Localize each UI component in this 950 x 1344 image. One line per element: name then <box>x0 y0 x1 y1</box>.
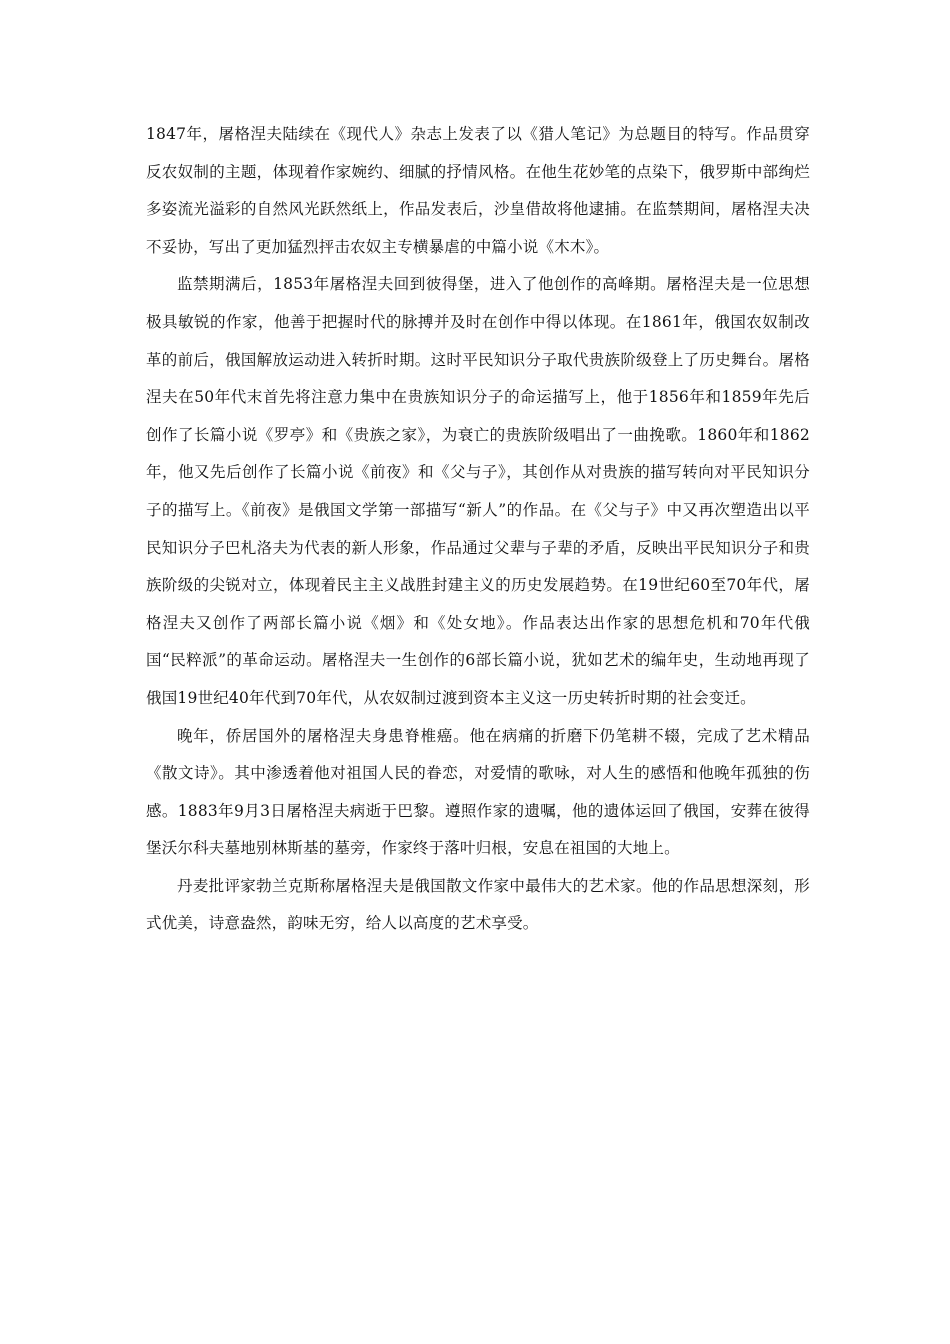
paragraph-1: 1847年，屠格涅夫陆续在《现代人》杂志上发表了以《猎人笔记》为总题目的特写。作品贯穿反农奴制的主题，体现着作家婉约、细腻的抒情风格。在他生花妙笔的点染下，俄罗斯中部绚烂多姿流光溢彩的自然风光跃然纸上，作品发表后，沙皇借故将他逮捕。在监禁期间，屠格涅夫决不妥协，写出了更加猛烈抨击农奴主专横暴虐的中篇小说《木木》。 <box>146 125 810 256</box>
paragraph-2: 监禁期满后，1853年屠格涅夫回到彼得堡，进入了他创作的高峰期。屠格涅夫是一位思想极具敏锐的作家，他善于把握时代的脉搏并及时在创作中得以体现。在1861年，俄国农奴制改革的前后，俄国解放运动进入转折时期。这时平民知识分子取代贵族阶级登上了历史舞台。屠格涅夫在50年代末首先将注意力集中在贵族知识分子的命运描写上，他于1856年和1859年先后创作了长篇小说《罗亭》和《贵族之家》，为衰亡的贵族阶级唱出了一曲挽歌。1860年和1862年，他又先后创作了长篇小说《前夜》和《父与子》，其创作从对贵族的描写转向对平民知识分子的描写上。《前夜》是俄国文学第一部描写“新人”的作品。在《父与子》中又再次塑造出以平民知识分子巴札洛夫为代表的新人形象，作品通过父辈与子辈的矛盾，反映出平民知识分子和贵族阶级的尖锐对立，体现着民主主义战胜封建主义的历史发展趋势。在19世纪60至70年代，屠格涅夫又创作了两部长篇小说《烟》和《处女地》。作品表达出作家的思想危机和70年代俄国“民粹派”的革命运动。屠格涅夫一生创作的6部长篇小说，犹如艺术的编年史，生动地再现了俄国19世纪40年代到70年代，从农奴制过渡到资本主义这一历史转折时期的社会变迁。 <box>146 275 810 707</box>
paragraph-3: 晚年，侨居国外的屠格涅夫身患脊椎癌。他在病痛的折磨下仍笔耕不辍，完成了艺术精品《散文诗》。其中渗透着他对祖国人民的眷恋，对爱情的歌咏，对人生的感悟和他晚年孤独的伤感。1883年9月3日屠格涅夫病逝于巴黎。遵照作家的遗嘱，他的遗体运回了俄国，安葬在彼得堡沃尔科夫墓地别林斯基的墓旁，作家终于落叶归根，安息在祖国的大地上。 <box>146 726 810 858</box>
paragraph-4: 丹麦批评家勃兰克斯称屠格涅夫是俄国散文作家中最伟大的艺术家。他的作品思想深刻，形式优美，诗意盎然，韵味无穷，给人以高度的艺术享受。 <box>146 876 810 933</box>
document-body <box>146 116 810 943</box>
